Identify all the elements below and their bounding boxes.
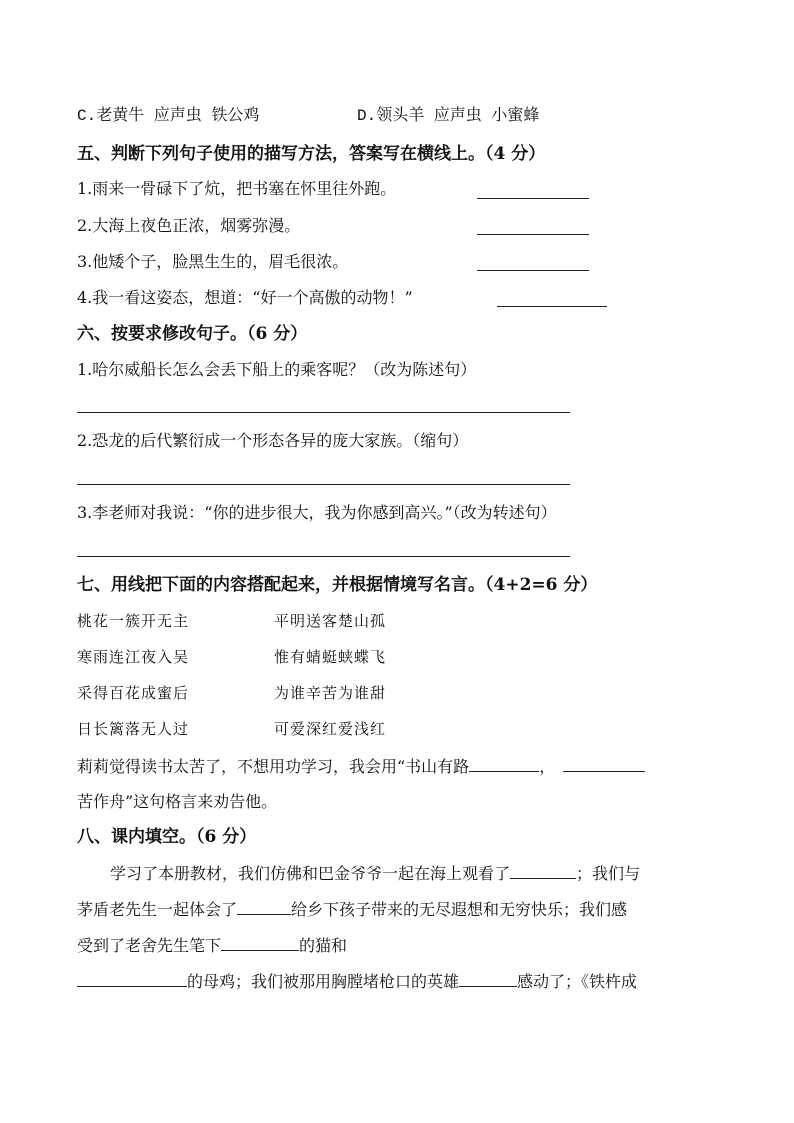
s7-blank-1[interactable]	[469, 755, 539, 772]
s8-blank-2[interactable]	[237, 898, 291, 915]
s6-item-3: 3.李老师对我说：“你的进步很大，我为你感到高兴。”（改为转述句）	[77, 503, 557, 522]
s7-left-1: 桃花一簇开无主	[77, 612, 190, 630]
s6-answer-line-2[interactable]	[77, 484, 570, 485]
s7-right-3: 为谁辛苦为谁甜	[274, 684, 387, 702]
s7-right-2: 惟有蜻蜓蛱蝶飞	[274, 648, 387, 666]
s8-para-line-3	[77, 934, 347, 957]
s8-text-1b: ；我们与	[576, 864, 641, 883]
s6-answer-line-1[interactable]	[77, 412, 570, 413]
option-c: C.老黄牛 应声虫 铁公鸡	[77, 107, 260, 125]
s8-text-4a: 的母鸡；我们被那用胸膛堵枪口的英雄	[187, 972, 460, 991]
s7-scenario-sep: ，	[539, 757, 556, 776]
s6-item-2: 2.恐龙的后代繁衍成一个形态各异的庞大家族。（缩句）	[77, 431, 469, 450]
section-8-title: 八、课内填空。（6 分）	[77, 827, 257, 847]
s7-right-4: 可爱深红爱浅红	[274, 720, 387, 738]
s8-text-3a: 受到了老舍先生笔下	[77, 936, 222, 955]
s7-blank-2[interactable]	[563, 755, 645, 772]
s5-answer-line-4[interactable]	[497, 306, 607, 307]
s7-left-3: 采得百花成蜜后	[77, 684, 190, 702]
s5-item-4: 4.我一看这姿态，想道：“好一个高傲的动物！”	[77, 288, 413, 307]
s5-item-3: 3.他矮个子，脸黑生生的，眉毛很浓。	[77, 252, 349, 271]
s8-para-line-2	[77, 898, 627, 921]
s8-text-2b: 给乡下孩子带来的无尽遐想和无穷快乐；我们感	[291, 900, 628, 919]
s5-answer-line-3[interactable]	[477, 270, 589, 271]
s8-blank-4[interactable]	[77, 970, 187, 987]
s8-text-4b: 感动了；《铁杵成	[517, 972, 638, 991]
s8-blank-5[interactable]	[459, 970, 517, 987]
section-5-title: 五、判断下列句子使用的描写方法，答案写在横线上。（4 分）	[77, 144, 546, 164]
s5-item-2: 2.大海上夜色正浓，烟雾弥漫。	[77, 216, 301, 235]
s8-text-1a: 学习了本册教材，我们仿佛和巴金爷爷一起在海上观看了	[110, 864, 511, 883]
option-d: D.领头羊 应声虫 小蜜蜂	[357, 107, 540, 125]
s7-scenario-line-1	[77, 755, 645, 778]
s8-text-2a: 茅盾老先生一起体会了	[77, 900, 238, 919]
s7-scenario-text-a: 莉莉觉得读书太苦了，不想用功学习，我会用“书山有路	[77, 757, 470, 776]
s8-blank-1[interactable]	[510, 862, 576, 879]
s6-item-1: 1.哈尔威船长怎么会丢下船上的乘客呢？（改为陈述句）	[77, 360, 477, 379]
s7-right-1: 平明送客楚山孤	[274, 612, 387, 630]
section-7-title: 七、用线把下面的内容搭配起来，并根据情境写名言。（4+2=6 分）	[77, 575, 598, 595]
s8-para-line-1	[110, 862, 640, 885]
s5-item-1: 1.雨来一骨碌下了炕，把书塞在怀里往外跑。	[77, 179, 397, 198]
s5-answer-line-1[interactable]	[477, 198, 589, 199]
s7-left-4: 日长篱落无人过	[77, 720, 190, 738]
section-6-title: 六、按要求修改句子。（6 分）	[77, 324, 308, 344]
s8-text-3b: 的猫和	[299, 936, 348, 955]
s7-scenario-text-b: 苦作舟”这句格言来劝告他。	[77, 792, 278, 811]
s8-blank-3[interactable]	[221, 934, 299, 951]
s7-left-2: 寒雨连江夜入吴	[77, 648, 190, 666]
s5-answer-line-2[interactable]	[477, 234, 589, 235]
s8-para-line-4	[77, 970, 637, 993]
s6-answer-line-3[interactable]	[77, 556, 570, 557]
